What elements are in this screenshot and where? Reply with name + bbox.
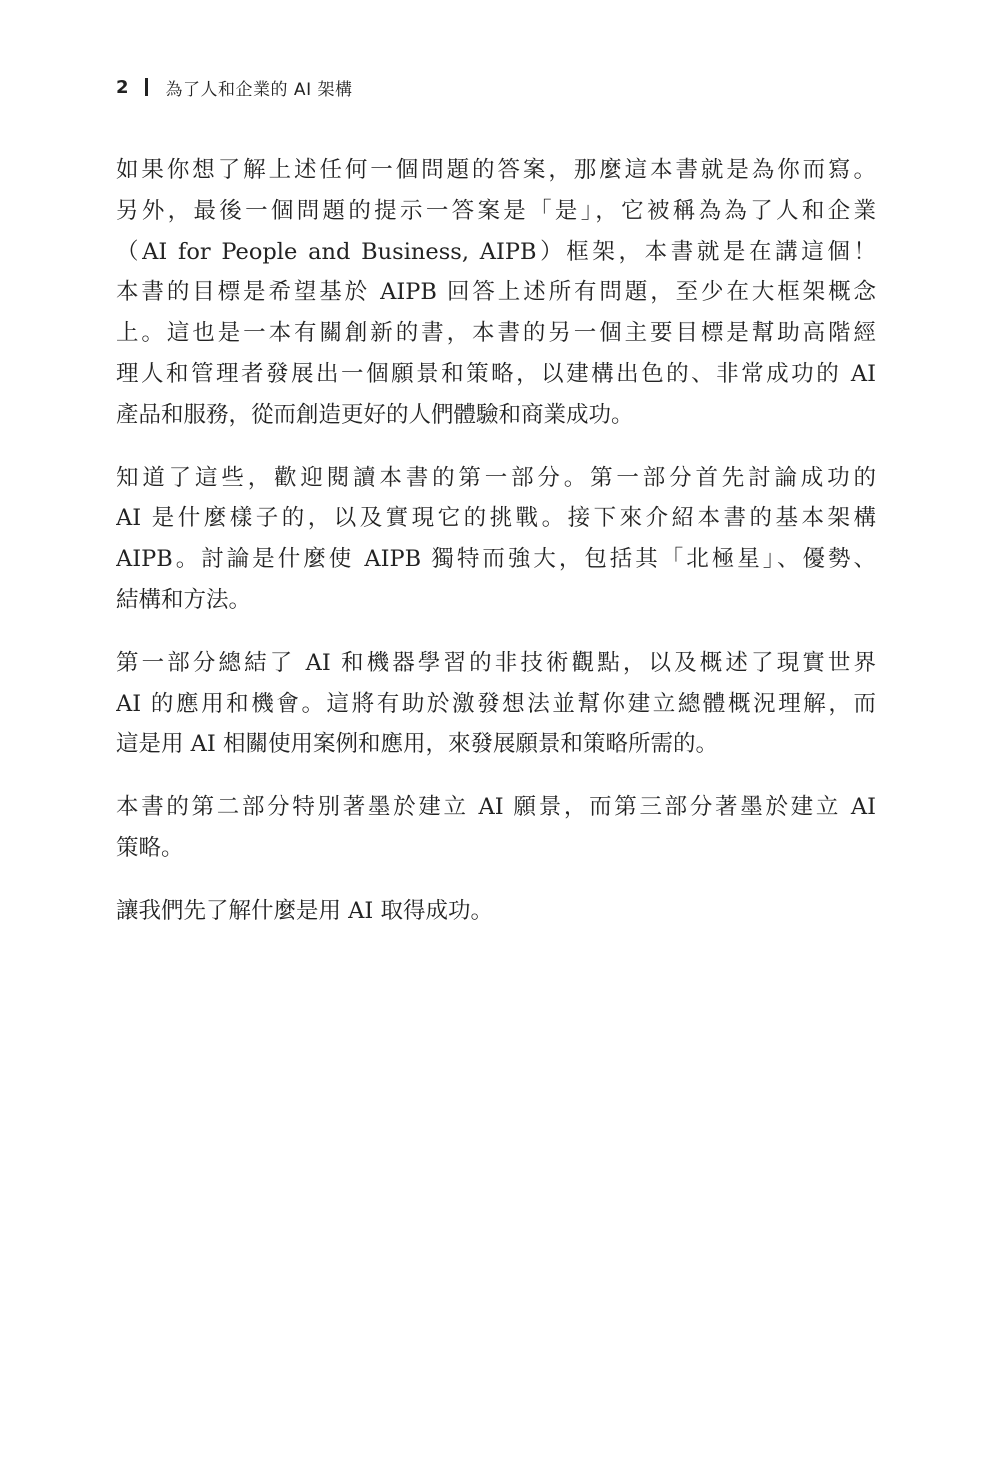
text-line: AIPB。討論是什麼使 AIPB 獨特而強大，包括其「北極星」、優勢、 bbox=[116, 546, 876, 573]
paragraph bbox=[116, 643, 876, 765]
header-divider bbox=[145, 78, 148, 96]
text-line: 讓我們先了解什麼是用 AI 取得成功。 bbox=[116, 897, 493, 924]
text-line: 這是用 AI 相關使用案例和應用，來發展願景和策略所需的。 bbox=[116, 731, 718, 758]
text-line: 本書的目標是希望基於 AIPB 回答上述所有問題，至少在大框架概念 bbox=[116, 279, 876, 306]
chapter-title: 為了人和企業的 AI 架構 bbox=[165, 79, 353, 100]
paragraph bbox=[116, 458, 876, 621]
text-line: 另外，最後一個問題的提示一答案是「是」，它被稱為為了人和企業 bbox=[116, 197, 876, 224]
page-number: 2 bbox=[116, 76, 129, 98]
text-line: 如果你想了解上述任何一個問題的答案，那麼這本書就是為你而寫。 bbox=[116, 157, 876, 183]
text-line: （AI for People and Business, AIPB）框架，本書就是在講這個！ bbox=[116, 238, 876, 265]
text-line: 上。這也是一本有關創新的書，本書的另一個主要目標是幫助高階經 bbox=[116, 320, 876, 347]
paragraph bbox=[116, 787, 876, 869]
text-line: 第一部分總結了 AI 和機器學習的非技術觀點，以及概述了現實世界 bbox=[116, 649, 876, 676]
text-line: AI 是什麼樣子的，以及實現它的挑戰。接下來介紹本書的基本架構 bbox=[116, 505, 876, 532]
text-line: 本書的第二部分特別著墨於建立 AI 願景，而第三部分著墨於建立 AI bbox=[116, 794, 876, 821]
body-text bbox=[116, 150, 876, 954]
text-line: 知道了這些，歡迎閱讀本書的第一部分。第一部分首先討論成功的 bbox=[116, 464, 876, 491]
text-line: 策略。 bbox=[116, 834, 184, 861]
paragraph bbox=[116, 891, 876, 932]
text-line: 產品和服務，從而創造更好的人們體驗和商業成功。 bbox=[116, 401, 634, 428]
text-line: 結構和方法。 bbox=[116, 586, 252, 613]
text-line: 理人和管理者發展出一個願景和策略，以建構出色的、非常成功的 AI bbox=[116, 360, 876, 387]
text-line: AI 的應用和機會。這將有助於激發想法並幫你建立總體概況理解，而 bbox=[116, 690, 876, 717]
paragraph bbox=[116, 150, 876, 436]
running-header bbox=[116, 72, 352, 102]
